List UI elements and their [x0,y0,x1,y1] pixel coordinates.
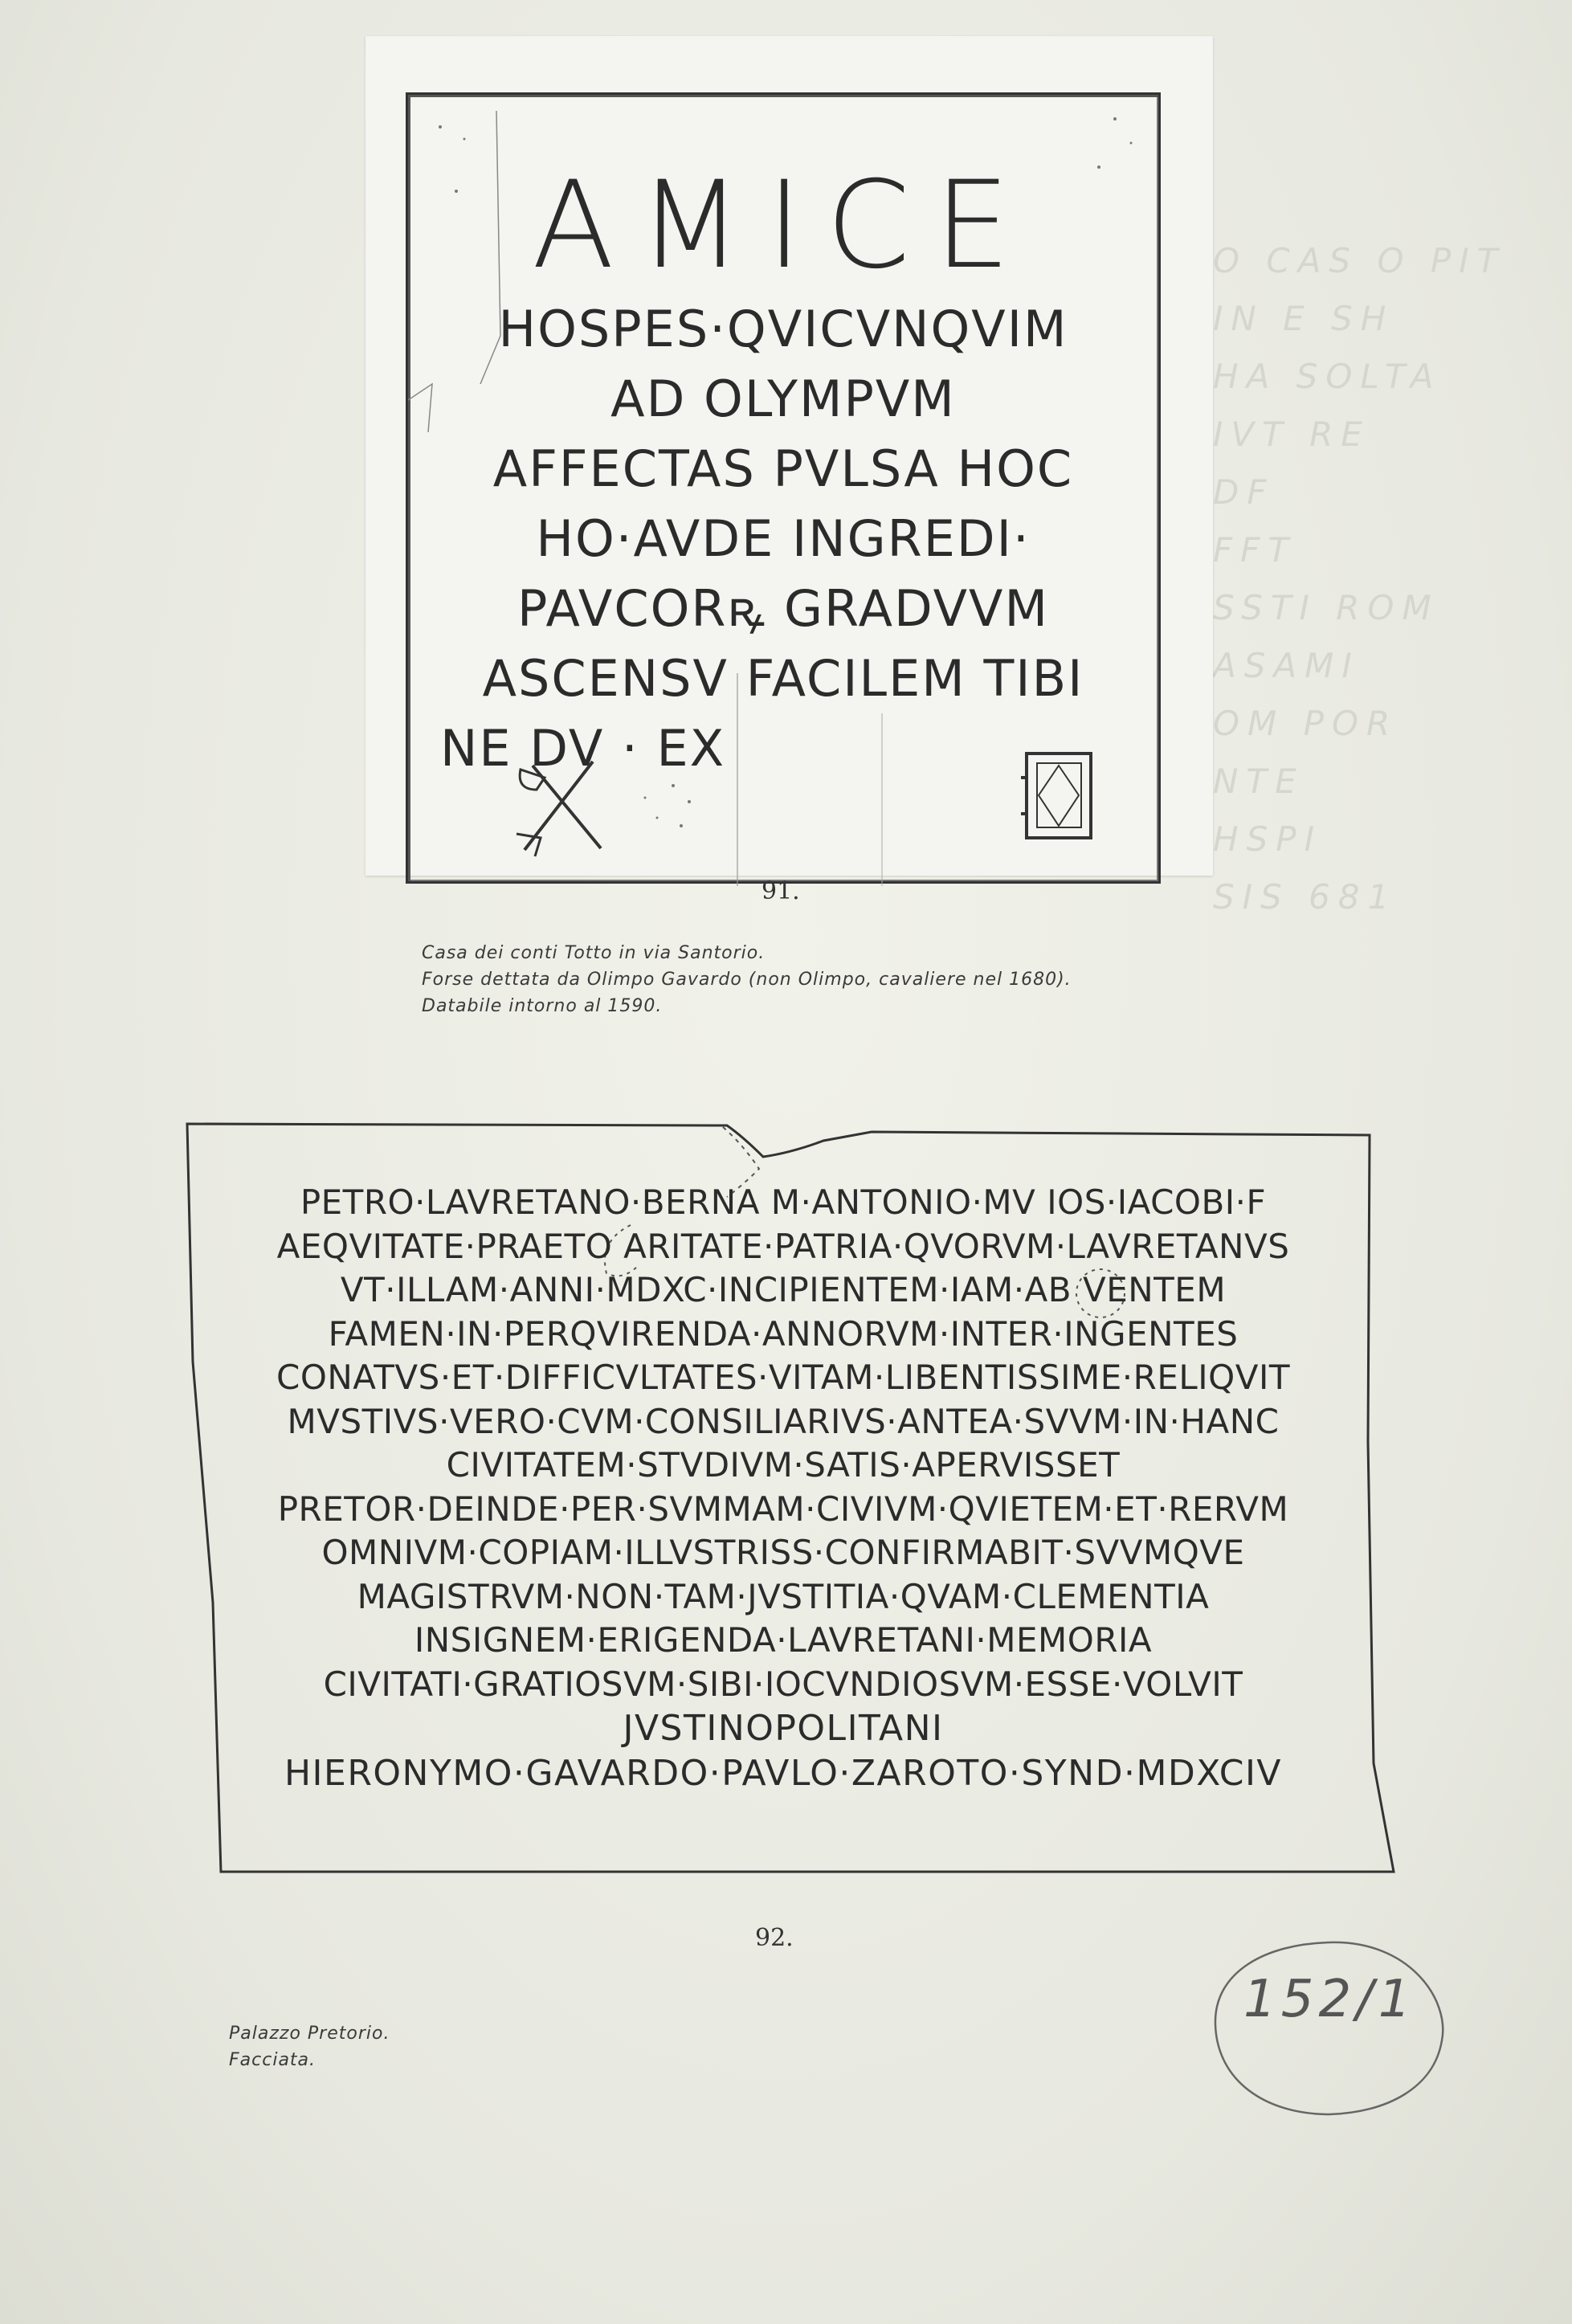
crossed-axe-sword-icon [512,754,609,858]
inscription-line: JVSTINOPOLITANI [623,1708,944,1749]
inscription-line: NE DV · EX [440,719,726,778]
inscription-line: HOSPES·QVICVNQVIM [498,300,1068,358]
inscription-line: AMICE [532,156,1035,296]
plate-91-photo [365,36,1213,876]
archive-number: 152/1 [1243,1970,1416,2029]
show-through-text: O CAS O PIT IN E SH HA SOLTA IVT RE DF FFT SSTI ROM ASAMI OM POR NTE HSPI SIS 681 [1213,241,1506,917]
inscription-line: AFFECTAS PVLSA HOC [492,439,1074,498]
inscription-line: HO·AVDE INGREDI· [536,509,1031,568]
plate-92-number: 92. [755,1924,794,1952]
plate-91-stone [406,92,1161,884]
inscription-line: VT·ILLAM·ANNI·MDXC·INCIPIENTEM·IAM·AB VENTEM [340,1270,1227,1309]
inscription-line: HIERONYMO·GAVARDO·PAVLO·ZAROTO·SYND·MDXCIV [284,1753,1283,1794]
inscription-line: PRETOR·DEINDE·PER·SVMMAM·CIVIVM·QVIETEM·ET·RERVM [277,1489,1289,1529]
inscription-line: ASCENSV FACILEM TIBI [482,649,1084,708]
book-icon [1015,745,1103,850]
plate-92-inscription [189,1181,1378,1796]
inscription-line: OMNIVM·COPIAM·ILLVSTRISS·CONFIRMABIT·SVVMQVE [321,1533,1245,1572]
inscription-line: CIVITATI·GRATIOSVM·SIBI·IOCVNDIOSVM·ESSE·VOLVIT [323,1664,1243,1704]
inscription-line: CIVITATEM·STVDIVM·SATIS·APERVISSET [446,1445,1121,1485]
plate-91-caption: Casa dei conti Totto in via Santorio. Forse dettata da Olimpo Gavardo (non Olimpo, cavaliere nel 1680). Databile intorno al 1590. [422,943,1072,1016]
inscription-line: FAMEN·IN·PERQVIRENDA·ANNORVM·INTER·INGENTES [328,1313,1239,1354]
inscription-line: AEQVITATE·PRAETO ARITATE·PATRIA·QVORVM·LAVRETANVS [276,1226,1290,1266]
inscription-line: PAVCORꝶ GRADVVM [517,579,1049,638]
plate-91-number: 91. [762,877,800,905]
inscription-line: AD OLYMPVM [610,370,956,428]
inscription-line: MVSTIVS·VERO·CVM·CONSILIARIVS·ANTEA·SVVM·IN·HANC [287,1401,1280,1441]
inscription-line: MAGISTRVM·NON·TAM·JVSTITIA·QVAM·CLEMENTIA [357,1576,1210,1616]
inscription-line: INSIGNEM·ERIGENDA·LAVRETANI·MEMORIA [414,1620,1153,1660]
inscription-line: CONATVS·ET·DIFFICVLTATES·VITAM·LIBENTISSIME·RELIQVIT [276,1358,1290,1397]
plate-92-caption: Palazzo Pretorio. Facciata. [229,2024,390,2070]
inscription-line: PETRO·LAVRETANO·BERNA M·ANTONIO·MV IOS·IACOBI·F [300,1182,1267,1222]
